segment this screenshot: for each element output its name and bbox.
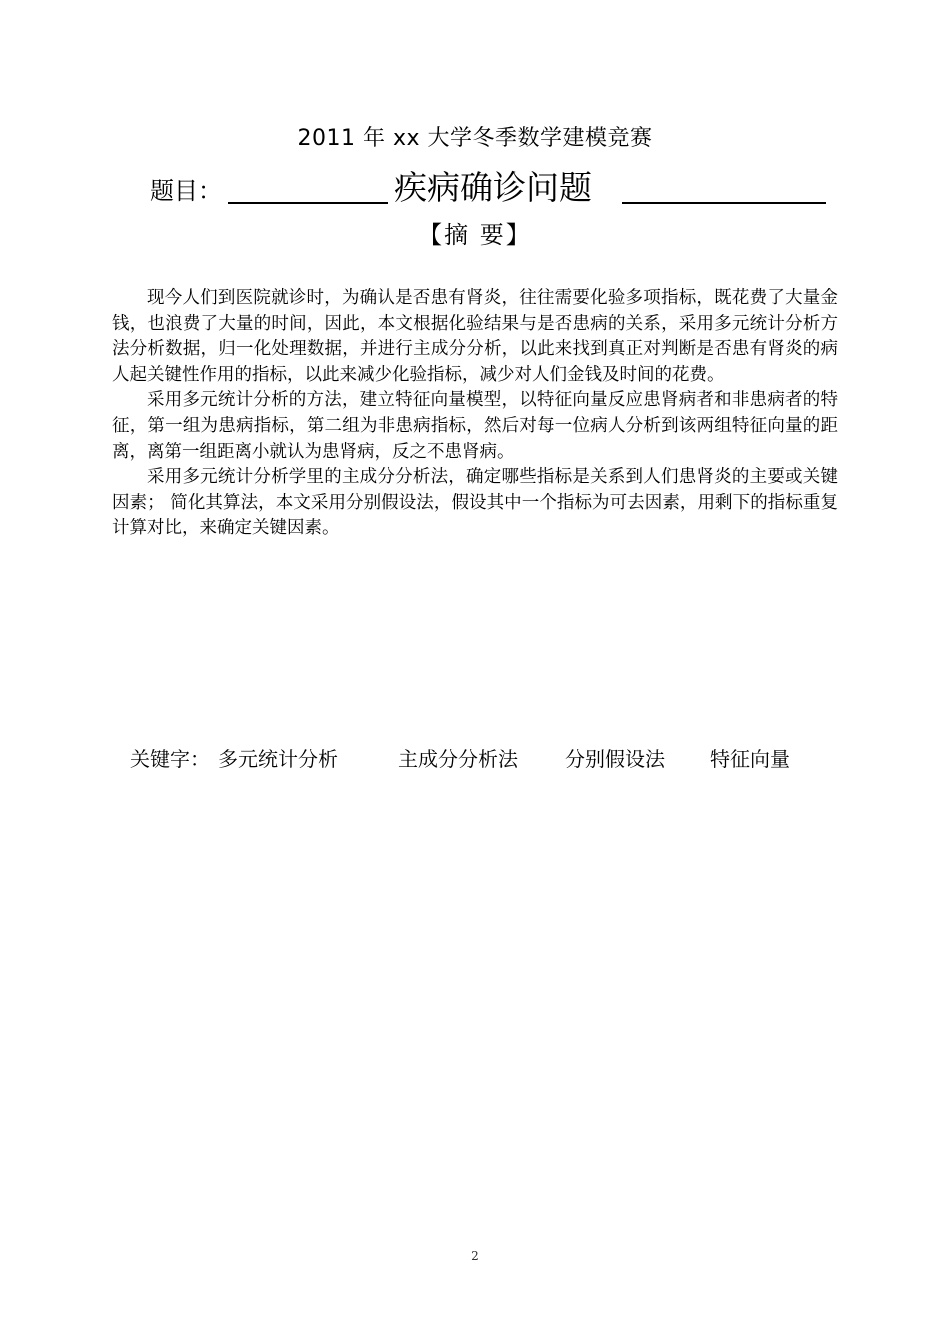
abstract-heading: 【摘 要】 xyxy=(418,221,532,249)
topic-value: 疾病确诊问题 xyxy=(394,168,592,207)
keyword-item: 多元统计分析 xyxy=(218,747,338,771)
contest-title: 2011 年 xx 大学冬季数学建模竞赛 xyxy=(297,126,653,151)
abstract-body xyxy=(112,286,838,542)
page-number: 2 xyxy=(471,1249,479,1263)
abstract-paragraph: 现今人们到医院就诊时，为确认是否患有肾炎，往往需要化验多项指标，既花费了大量金钱，也浪费了大量的时间，因此，本文根据化验结果与是否患病的关系，采用多元统计分析方法分析数据，归一化处理数据，并进行主成分分析，以此来找到真正对判断是否患有肾炎的病人起关键性作用的指标，以此来减少化验指标，减少对人们金钱及时间的花费。 xyxy=(112,288,838,385)
keyword-item: 分别假设法 xyxy=(565,747,665,771)
topic-underline-right xyxy=(622,202,826,204)
abstract-paragraph: 采用多元统计分析学里的主成分分析法，确定哪些指标是关系到人们患肾炎的主要或关键因素； 简化其算法，本文采用分别假设法，假设其中一个指标为可去因素，用剩下的指标重复计算对比，来确定关键因素。 xyxy=(112,467,838,539)
keyword-item: 主成分分析法 xyxy=(398,747,518,771)
topic-underline-left xyxy=(228,202,388,204)
keyword-item: 特征向量 xyxy=(710,747,790,771)
topic-row xyxy=(150,168,840,212)
abstract-paragraph: 采用多元统计分析的方法，建立特征向量模型，以特征向量反应患肾病者和非患病者的特征，第一组为患病指标，第二组为非患病指标，然后对每一位病人分析到该两组特征向量的距离，离第一组距离小就认为患肾病，反之不患肾病。 xyxy=(112,390,838,462)
topic-label: 题目： xyxy=(150,177,222,205)
keywords-row xyxy=(130,744,850,774)
keywords-label: 关键字： xyxy=(130,747,210,771)
